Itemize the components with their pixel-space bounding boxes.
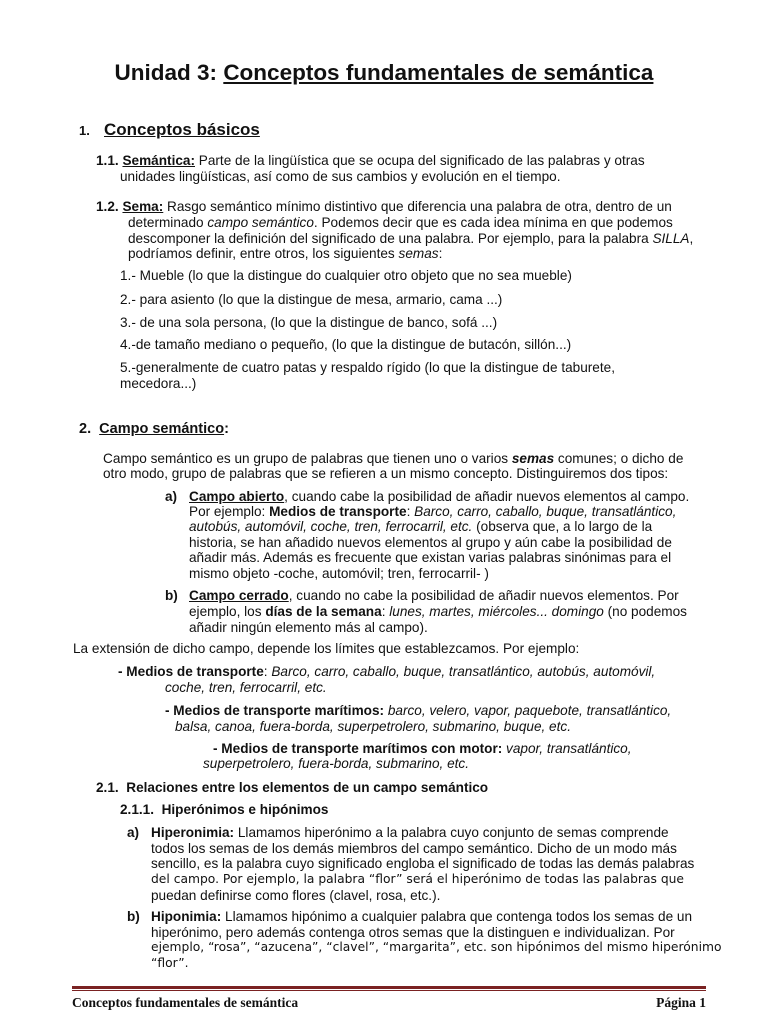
list-item: 5.-generalmente de cuatro patas y respaldo rígido (lo que la distingue de taburete, — [120, 360, 615, 375]
hiperonimia-label: a) — [127, 825, 140, 840]
sema-l3-c: , — [689, 231, 694, 246]
sema-line3 — [128, 231, 703, 246]
maritimos-bold: - Medios de transporte marítimos: — [165, 703, 385, 718]
abierto-l2-bold: Medios de transporte — [269, 504, 407, 519]
list-item: 1.- Mueble (lo que la distingue do cualquier otro objeto que no sea mueble) — [120, 268, 572, 283]
title-main: Conceptos fundamentales de semántica — [223, 60, 654, 85]
term-campo-cerrado: Campo cerrado — [189, 588, 289, 603]
hiper-l1: Llamamos hiperónimo a la palabra cuyo conjunto de semas comprende — [234, 825, 669, 840]
sema-line4 — [128, 246, 703, 261]
hiponimia-line2: hiperónimo, pero además contenga otros semas que la distinguen e individualizan. Por — [151, 925, 675, 940]
sema-l2-a: determinado — [128, 215, 208, 230]
abierto-l2-c: : — [406, 504, 415, 519]
transporte-colon: : — [263, 664, 272, 679]
extension-paragraph: La extensión de dicho campo, depende los límites que establezcamos. Por ejemplo: — [73, 641, 580, 656]
subsection-2-1-1-heading — [120, 802, 329, 817]
footer-rule-thin — [72, 990, 706, 991]
list-item-continuation: mecedora...) — [120, 376, 197, 391]
cerrado-l2-c: : — [381, 604, 390, 619]
semantica-line2: unidades lingüísticas, así como de sus cambios y evolución en el tiempo. — [120, 169, 561, 184]
abierto-l2-italic: Barco, carro, caballo, buque, transatlántico, — [414, 504, 677, 519]
list-item: 2.- para asiento (lo que la distingue de mesa, armario, cama ...) — [120, 292, 503, 307]
sema-l2-italic: campo semántico — [207, 215, 314, 230]
transporte-bold: - Medios de transporte — [118, 664, 264, 679]
item-a-label: a) — [165, 489, 178, 504]
campo-abierto-line1 — [189, 489, 703, 504]
footer-title: Conceptos fundamentales de semántica — [72, 995, 299, 1010]
sema-l4-italic: semas — [398, 246, 439, 261]
abierto-l3-italic: autobús, automóvil, coche, tren, ferrocarril, etc. — [189, 519, 473, 534]
section-2-title: Campo semántico — [99, 421, 225, 437]
campo-definition-line1 — [103, 451, 703, 466]
campo-cerrado-line1 — [189, 588, 703, 603]
hiperonimia-line5: puedan definirse como flores (clavel, rosa, etc.). — [151, 888, 441, 903]
subsection-2-1-title: Relaciones entre los elementos de un campo semántico — [126, 780, 489, 795]
cerrado-l2-italic: lunes, martes, miércoles... domingo — [389, 604, 604, 619]
list-item: 3.- de una sola persona, (lo que la distingue de banco, sofá ...) — [120, 315, 498, 330]
sema-l4-c: : — [438, 246, 443, 261]
hipo-l1: Llamamos hipónimo a cualquier palabra que contenga todos los semas de un — [221, 909, 693, 924]
example-motor-line2: superpetrolero, fuera-borda, submarino, etc. — [203, 756, 469, 771]
section-2-colon: : — [224, 421, 229, 437]
term-semantica: Semántica: — [122, 153, 195, 168]
hiperonimia-line2: todos los semas de los demás miembros del campo semántico. Dicho de un modo más — [151, 841, 677, 856]
cerrado-l2-bold: días de la semana — [265, 604, 382, 619]
term-sema: Sema: — [122, 199, 164, 214]
section-1-number: 1. — [79, 123, 90, 138]
hiperonimia-line3: sencillo, es la palabra cuyo significado engloba el significado de todas las demás palabras — [151, 856, 695, 871]
example-maritimos-line2: balsa, canoa, fuera-borda, superpetrolero, submarino, buque, etc. — [175, 719, 571, 734]
semantica-line1: Parte de la lingüística que se ocupa del significado de las palabras y otras — [195, 153, 645, 168]
definition-semantica — [96, 153, 703, 168]
section-1-heading — [79, 120, 260, 140]
title-prefix: Unidad 3: — [114, 60, 224, 85]
campo-definition-line2: otro modo, grupo de palabras que se refieren a un mismo concepto. Distinguiremos dos tipos: — [103, 466, 669, 481]
motor-l1: vapor, transatlántico, — [502, 741, 632, 756]
example-transporte-line1 — [118, 664, 703, 679]
campo-p1-a: Campo semántico es un grupo de palabras que tienen uno o varios — [103, 451, 512, 466]
term-campo-abierto: Campo abierto — [189, 489, 285, 504]
term-hiponimia: Hiponimia: — [151, 909, 222, 924]
abierto-l3-b: (observa que, a lo largo de la — [472, 519, 653, 534]
page-title — [0, 60, 768, 86]
hiponimia-label: b) — [127, 909, 140, 924]
section-2-heading — [79, 421, 229, 437]
example-maritimos-line1 — [165, 703, 703, 718]
sema-l4-a: podríamos definir, entre otros, los siguientes — [128, 246, 399, 261]
cerrado-l2-a: ejemplo, los — [189, 604, 266, 619]
abierto-l1: , cuando cabe la posibilidad de añadir nuevos elementos al campo. — [284, 489, 690, 504]
definition-sema — [96, 199, 703, 214]
maritimos-l1: barco, velero, vapor, paquebote, transatlántico, — [384, 703, 672, 718]
subsection-2-1-number: 2.1. — [96, 780, 119, 795]
sema-l2-c: . Podemos decir que es cada idea mínima en que podemos — [313, 215, 673, 230]
campo-cerrado-line2 — [189, 604, 703, 619]
subsection-1-1-number: 1.1. — [96, 153, 119, 168]
subsection-2-1-heading — [96, 780, 488, 795]
sema-line2 — [128, 215, 703, 230]
footer-rule — [72, 986, 706, 989]
section-1-title: Conceptos básicos — [104, 120, 260, 139]
cerrado-l1: , cuando no cabe la posibilidad de añadir nuevos elementos. Por — [288, 588, 679, 603]
hiperonimia-line1 — [151, 825, 703, 840]
subsection-2-1-1-title: Hiperónimos e hipónimos — [161, 802, 329, 817]
footer-page-number: Página 1 — [656, 995, 706, 1010]
campo-abierto-line6: mismo objeto -coche, automóvil; tren, ferrocarril- ) — [189, 566, 489, 581]
example-transporte-line2: coche, tren, ferrocarril, etc. — [165, 680, 327, 695]
hiponimia-line3: ejemplo, “rosa”, “azucena”, “clavel”, “margarita”, etc. son hipónimos del mismo hiperónimo — [151, 940, 722, 954]
sema-l3-a: descomponer la definición del significado de una palabra. Por ejemplo, para la palabra — [128, 231, 653, 246]
campo-abierto-line4: historia, se han añadido nuevos elementos al grupo y aún cabe la posibilidad de — [189, 535, 672, 550]
campo-abierto-line2 — [189, 504, 703, 519]
example-motor-line1 — [213, 741, 703, 756]
sema-l3-italic: SILLA — [652, 231, 690, 246]
abierto-l2-a: Por ejemplo: — [189, 504, 270, 519]
hiponimia-line1 — [151, 909, 703, 924]
transporte-l1: Barco, carro, caballo, buque, transatlántico, autobús, automóvil, — [271, 664, 656, 679]
subsection-1-2-number: 1.2. — [96, 199, 119, 214]
campo-cerrado-line3: añadir ningún elemento más al campo). — [189, 620, 428, 635]
section-2-number: 2. — [79, 421, 92, 437]
hiponimia-line4: “flor”. — [151, 956, 189, 970]
campo-abierto-line3 — [189, 519, 703, 534]
subsection-2-1-1-number: 2.1.1. — [120, 802, 155, 817]
hiperonimia-line4: del campo. Por ejemplo, la palabra “flor” será el hiperónimo de todas las palabras que — [151, 872, 684, 886]
campo-abierto-line5: añadir más. Además es frecuente que existan varias palabras sinónimas para el — [189, 550, 672, 565]
campo-p1-c: comunes; o dicho de — [554, 451, 684, 466]
motor-bold: - Medios de transporte marítimos con motor: — [213, 741, 503, 756]
item-b-label: b) — [165, 588, 178, 603]
term-hiperonimia: Hiperonimia: — [151, 825, 235, 840]
campo-p1-bold: semas — [511, 451, 555, 466]
cerrado-l2-e: (no podemos — [603, 604, 687, 619]
sema-line1: Rasgo semántico mínimo distintivo que diferencia una palabra de otra, dentro de un — [163, 199, 672, 214]
list-item: 4.-de tamaño mediano o pequeño, (lo que la distingue de butacón, sillón...) — [120, 337, 572, 352]
